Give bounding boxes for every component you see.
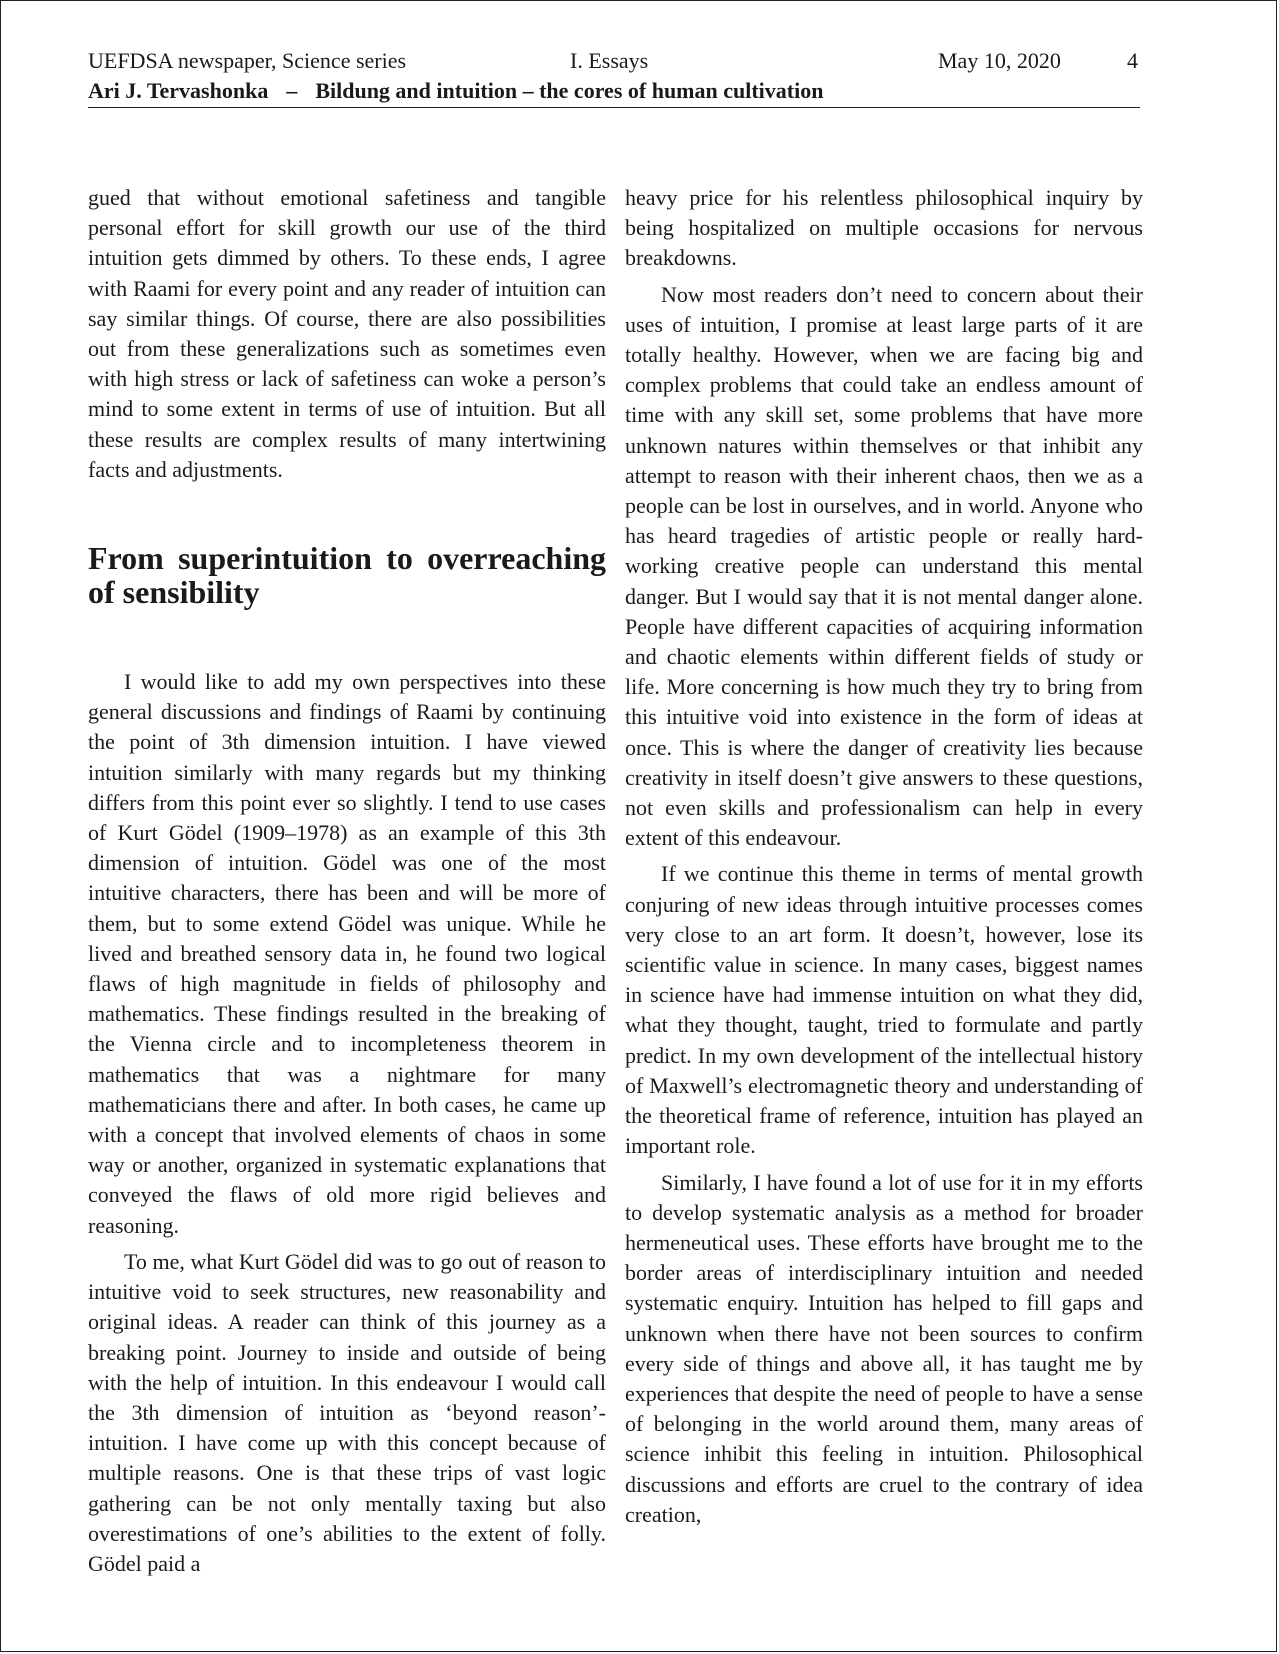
- paragraph: To me, what Kurt Gödel did was to go out of reason to intuitive void to seek structures, new reasonability and original ideas. A reader can think of this journey as a breaking point. Journey to inside and outside of being with the help of intuition. In this endeavour I would call the 3th dimension of intuition as ‘beyond reason’-intuition. I have come up with this concept because of multiple reasons. One is that these trips of vast logic gathering can be not only mentally taxing but also overestimations of one’s abilities to the extent of folly. Gödel paid a: [88, 1248, 606, 1576]
- right-column: [625, 183, 1143, 1530]
- paragraph: heavy price for his relentless philosophical inquiry by being hospitalized on multiple occasions for nervous breakdowns.: [625, 185, 1143, 271]
- page-number: 4: [1127, 48, 1138, 73]
- left-column: [88, 183, 606, 1579]
- paragraph: Similarly, I have found a lot of use for it in my efforts to develop systematic analysis as a method for broader hermeneutical uses. These efforts have brought me to the border areas of interdisciplinary intuition and needed systematic enquiry. Intuition has helped to fill gaps and unknown when there have not been sources to confirm every side of things and above all, it has taught me by experiences that despite the need of people to have a sense of belonging in the world around them, many areas of science inhibit this feeling in intuition. Philosophical discussions and efforts are cruel to the contrary of idea creation,: [625, 1169, 1143, 1527]
- byline-separator: –: [286, 78, 298, 103]
- publication-date: May 10, 2020: [938, 48, 1061, 73]
- paragraph: If we continue this theme in terms of mental growth conjuring of new ideas through intuitive processes comes very close to an art form. It doesn’t, however, lose its scientific value in science. In many cases, biggest names in science have had immense intuition on what they did, what they thought, taught, tried to formulate and partly predict. In my own development of the intellectual history of Maxwell’s electromagnetic theory and understanding of the theoretical frame of reference, intuition has played an important role.: [625, 861, 1143, 1159]
- author-name: Ari J. Tervashonka: [88, 78, 269, 103]
- article-byline: [88, 78, 823, 104]
- section-name: I. Essays: [570, 48, 649, 73]
- paragraph: gued that without emotional safetiness and tangible personal effort for skill growth our use of the third intuition gets dimmed by others. To these ends, I agree with Raami for every point and any reader of intuition can say similar things. Of course, there are also possibilities out from these generalizations such as sometimes even with high stress or lack of safetiness can woke a person’s mind to some extent in terms of use of intuition. But all these results are complex results of many intertwining facts and adjustments.: [88, 185, 606, 482]
- article-title: Bildung and intuition – the cores of human cultivation: [315, 78, 824, 103]
- publication-name: UEFDSA newspaper, Science series: [88, 48, 407, 73]
- header-rule: [88, 107, 1140, 108]
- paragraph: Now most readers don’t need to concern about their uses of intuition, I promise at least large parts of it are totally healthy. However, when we are facing big and complex problems that could take an endless amount of time with any skill set, some problems that have more unknown natures within themselves or that inhibit any attempt to reason with their inherent chaos, then we as a people can be lost in ourselves, and in world. Anyone who has heard tragedies of artistic people or really hard-working creative people can understand this mental danger. But I would say that it is not mental danger alone. People have different capacities of acquiring information and chaotic elements within different fields of study or life. More concerning is how much they try to bring from this intuitive void into existence in the form of ideas at once. This is where the danger of creativity lies because creativity in itself doesn’t give answers to these questions, not even skills and professionalism can help in every extent of this endeavour.: [625, 281, 1143, 851]
- paragraph: I would like to add my own perspectives into these general discussions and findings of Raami by continuing the point of 3th dimension intuition. I have viewed intuition similarly with many regards but my thinking differs from this point ever so slightly. I tend to use cases of Kurt Gödel (1909–1978) as an example of this 3th dimension of intuition. Gödel was one of the most intuitive characters, there has been and will be more of them, but to some extend Gödel was unique. While he lived and breathed sensory data in, he found two logical flaws of high magnitude in fields of philosophy and mathematics. These findings resulted in the breaking of the Vienna circle and to incompleteness theorem in mathematics that was a nightmare for many mathematicians there and after. In both cases, he came up with a concept that involved elements of chaos in some way or another, organized in systematic explanations that conveyed the flaws of old more rigid believes and reasoning.: [88, 669, 606, 1238]
- section-heading: From superintuition to overreaching of sensibility: [88, 540, 606, 611]
- running-header: [88, 48, 1138, 78]
